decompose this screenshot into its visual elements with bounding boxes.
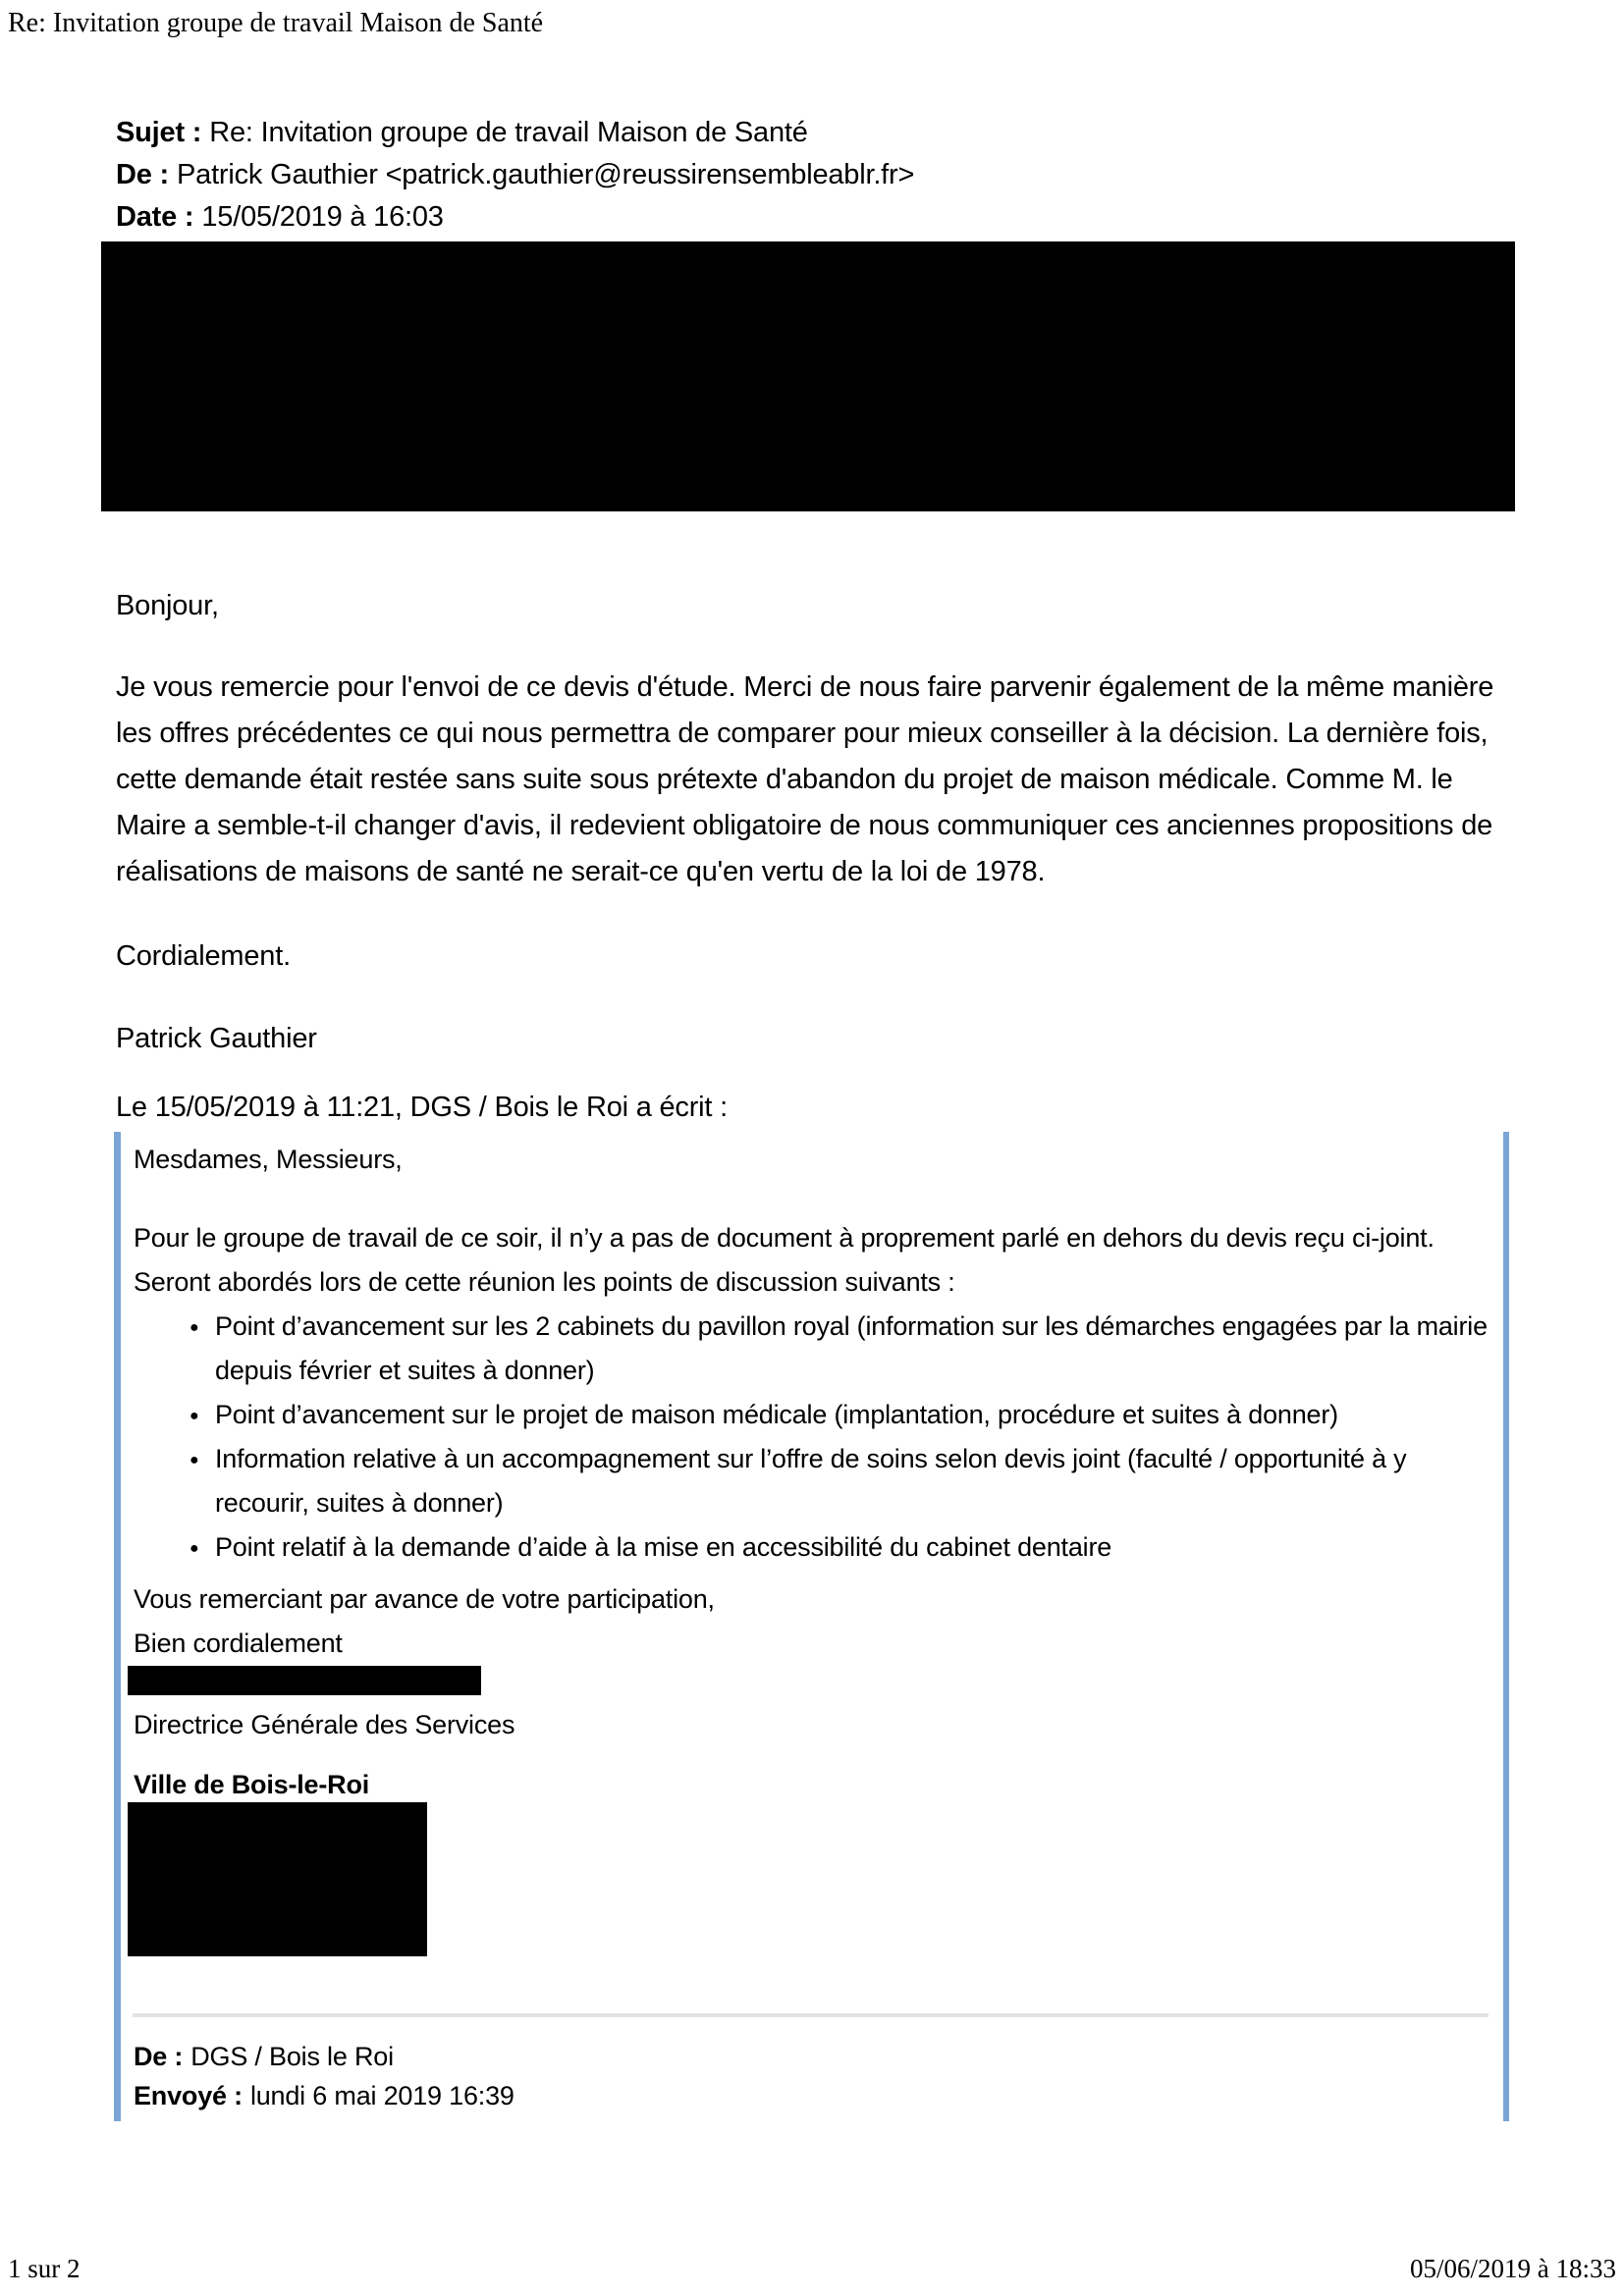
forwarded-sent-row: [134, 2076, 1491, 2115]
redaction-block-recipients: [101, 241, 1515, 511]
quote-salutation: Mesdames, Messieurs,: [134, 1145, 403, 1174]
quote-bullet-item: ● Point relatif à la demande d’aide à la mise en accessibilité du cabinet dentaire: [189, 1525, 1491, 1570]
subject-label: Sujet :: [116, 117, 202, 148]
email-subject-row: [116, 112, 1624, 154]
document-title: Re: Invitation groupe de travail Maison de Santé: [8, 8, 544, 38]
quote-bullet-item: ● Point d’avancement sur le projet de maison médicale (implantation, procédure et suites à donner): [189, 1393, 1491, 1437]
redaction-bar-signer-name: [128, 1666, 481, 1695]
date-label: Date :: [116, 201, 194, 233]
print-timestamp: 05/06/2019 à 18:33: [1410, 2254, 1616, 2283]
body-closing: Cordialement.: [116, 940, 291, 972]
quote-bullet-list: [134, 1305, 1491, 1570]
quoted-email-block: [114, 1132, 1509, 2121]
forwarded-from-label: De :: [134, 2042, 184, 2071]
quote-divider-line: [133, 2013, 1489, 2017]
quote-signature-title: Directrice Générale des Services: [134, 1710, 515, 1739]
forwarded-from-value: DGS / Bois le Roi: [190, 2042, 394, 2071]
date-value: 15/05/2019 à 16:03: [201, 201, 444, 233]
quote-signature-org: Ville de Bois-le-Roi: [134, 1770, 370, 1799]
quote-intro-paragraph: Pour le groupe de travail de ce soir, il n’y a pas de document à proprement parlé en dehors du devis reçu ci-joint.: [134, 1223, 1435, 1253]
quote-bullets-lead: Seront abordés lors de cette réunion les points de discussion suivants :: [134, 1267, 955, 1297]
quoted-message-intro: Le 15/05/2019 à 11:21, DGS / Bois le Roi a écrit :: [116, 1092, 729, 1123]
subject-value: Re: Invitation groupe de travail Maison de Santé: [209, 117, 808, 148]
page-number: 1 sur 2: [8, 2254, 81, 2283]
body-greeting: Bonjour,: [116, 590, 219, 621]
body-paragraph: Je vous remercie pour l'envoi de ce devis d'étude. Merci de nous faire parvenir également de la même manière les offres précédentes ce qui nous permettra de comparer pour mieux conseiller à la décision. La dernière fois, cette demande était restée sans suite sous prétexte d'abandon du projet de maison médicale. Comme M. le Maire a semble-t-il changer d'avis, il redevient obligatoire de nous communiquer ces anciennes propositions de réalisations de maisons de santé ne serait-ce qu'en vertu de la loi de 1978.: [116, 671, 1494, 887]
forwarded-sent-value: lundi 6 mai 2019 16:39: [249, 2081, 514, 2110]
from-value: Patrick Gauthier <patrick.gauthier@reussirensembleablr.fr>: [177, 159, 915, 190]
quote-regards: Bien cordialement: [134, 1629, 343, 1658]
email-from-row: [116, 154, 1624, 196]
body-signature: Patrick Gauthier: [116, 1023, 317, 1054]
quote-bullet-item: ● Point d’avancement sur les 2 cabinets du pavillon royal (information sur les démarches engagées par la mairie depuis février et suites à donner): [189, 1305, 1491, 1393]
redaction-block-signature-details: [128, 1802, 427, 1956]
email-date-row: [116, 196, 1624, 239]
quote-bullet-item: ● Information relative à un accompagnement sur l’offre de soins selon devis joint (faculté / opportunité à y recourir, suites à donner): [189, 1437, 1491, 1525]
quote-thanks: Vous remerciant par avance de votre participation,: [134, 1584, 715, 1614]
forwarded-from-row: [134, 2037, 1491, 2076]
forwarded-header-block: [134, 2037, 1491, 2115]
forwarded-sent-label: Envoyé :: [134, 2081, 243, 2110]
email-header-block: [116, 112, 1624, 239]
from-label: De :: [116, 159, 169, 190]
